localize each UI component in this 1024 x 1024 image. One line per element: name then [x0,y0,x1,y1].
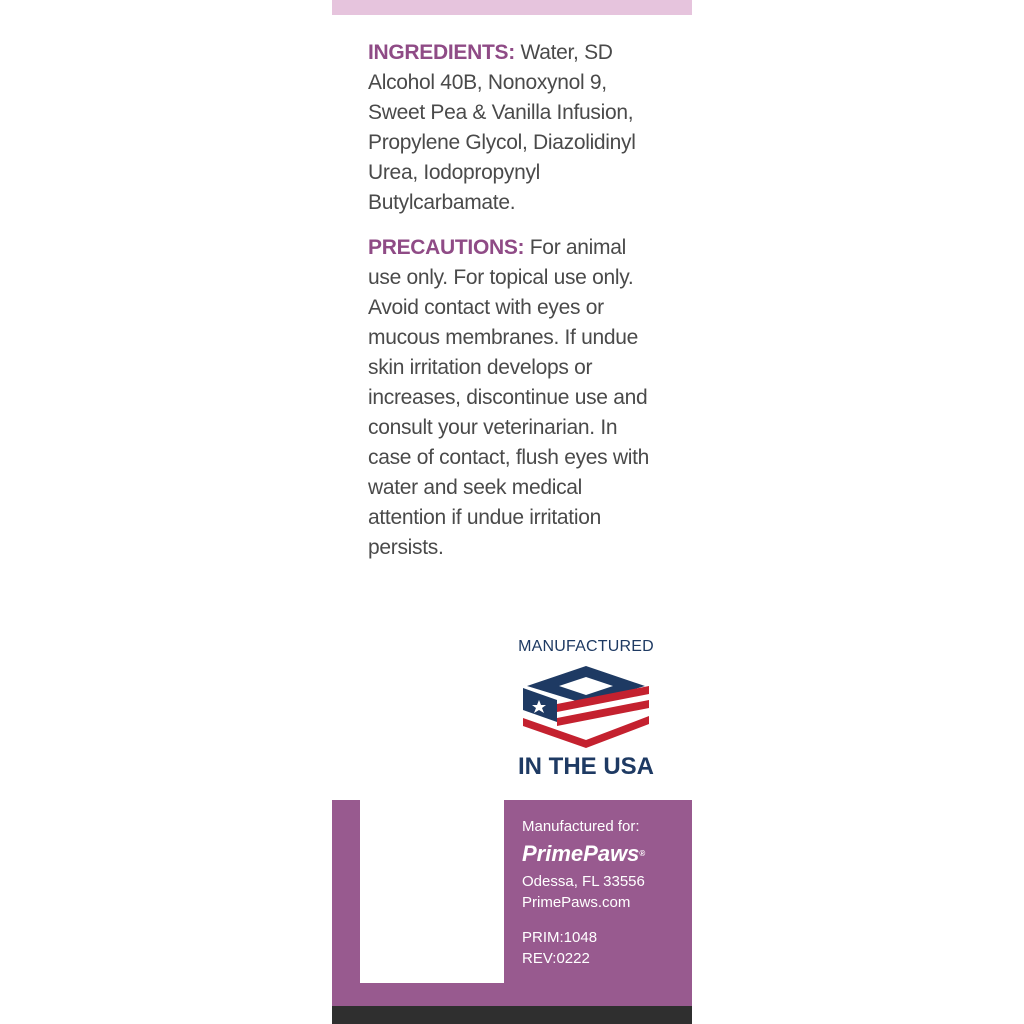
manufactured-for-label: Manufactured for: [522,818,640,835]
ingredients-section [368,38,658,218]
footer-band [332,800,692,1006]
bottom-dark-strip [332,1006,692,1024]
product-codes [522,927,645,969]
brand-paws: Paws [583,841,640,866]
website: PrimePaws.com [522,894,631,911]
product-label-panel [332,0,692,1024]
precautions-text: For animal use only. For topical use only. Avoid contact with eyes or mucous membranes. If undue skin irritation develops or increases, discontinue use and consult your veterinarian. In case of contact, flush eyes with water and seek medical attention if undue irritation persists. [368,236,650,559]
revision-code: REV:0222 [522,950,590,967]
manufacturer-info [522,816,645,969]
label-window [360,800,504,983]
brand-prime: Prime [522,841,584,866]
precautions-section [368,233,658,563]
registered-mark: ® [639,849,646,858]
product-code: PRIM:1048 [522,929,598,946]
made-in-usa-badge [518,636,654,782]
ingredients-heading: INGREDIENTS: [368,41,515,64]
top-color-strip [332,0,692,15]
badge-bottom-text: IN THE USA [518,753,655,780]
brand-logo [522,839,645,869]
precautions-heading: PRECAUTIONS: [368,236,525,259]
badge-top-text: MANUFACTURED [518,638,654,655]
usa-flag-box-icon [521,664,651,748]
ingredients-text: Water, SD Alcohol 40B, Nonoxynol 9, Sweet Pea & Vanilla Infusion, Propylene Glycol, Diazolidinyl Urea, Iodopropynyl Butylcarbamate. [368,41,636,214]
address: Odessa, FL 33556 [522,873,645,890]
